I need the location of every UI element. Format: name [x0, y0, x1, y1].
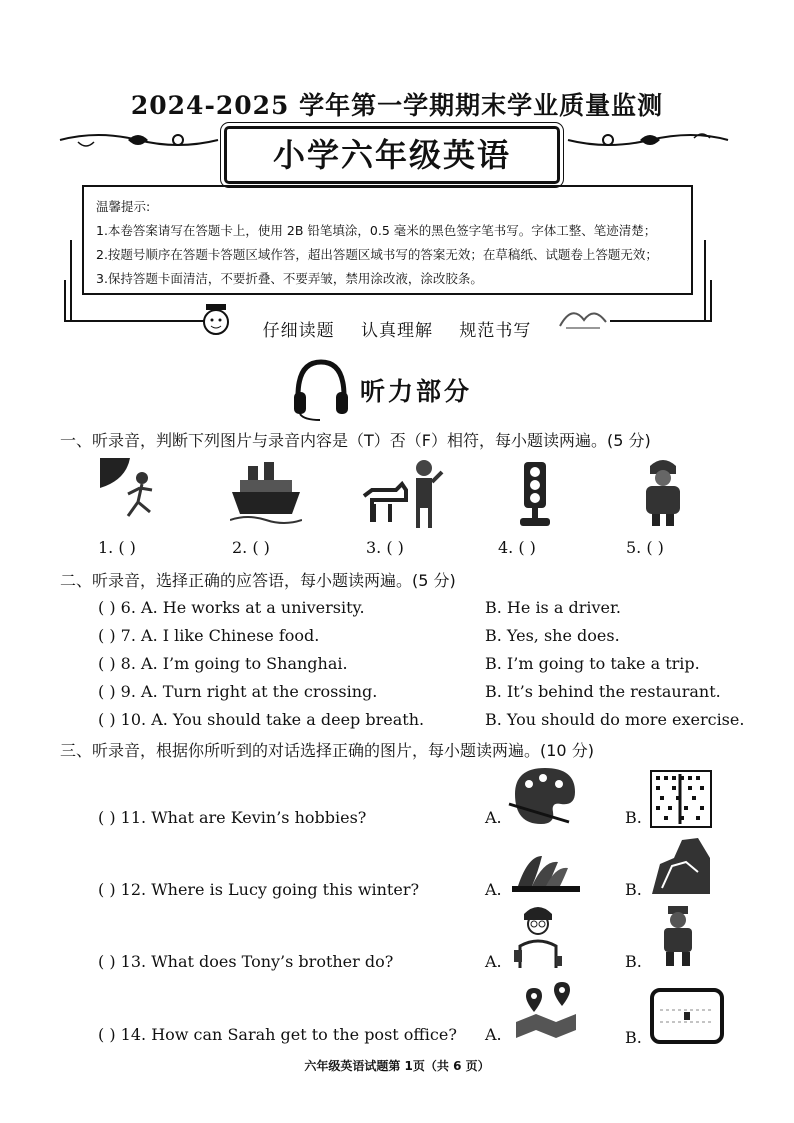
- frame-right-line: [704, 240, 706, 322]
- question-11[interactable]: ( ) 11. What are Kevin’s hobbies?: [98, 808, 367, 827]
- answer-blank-1[interactable]: 1. ( ): [98, 538, 136, 557]
- option-12a-label: A.: [485, 880, 502, 899]
- option-14b-label: B.: [625, 1028, 642, 1047]
- question-12[interactable]: ( ) 12. Where is Lucy going this winter?: [98, 880, 420, 899]
- notice-heading: 温馨提示:: [96, 199, 151, 214]
- screen-icon: [650, 988, 724, 1044]
- option-14a-label: A.: [485, 1025, 502, 1044]
- ship-icon: [230, 462, 302, 528]
- question-14[interactable]: ( ) 14. How can Sarah get to the post office?: [98, 1025, 457, 1044]
- question-10[interactable]: ( ) 10. A. You should take a deep breath.: [98, 710, 425, 729]
- option-11b-label: B.: [625, 808, 642, 827]
- running-girl-icon: [100, 458, 160, 530]
- word-puzzle-icon: [650, 770, 712, 828]
- motto-item: 规范书写: [459, 321, 532, 341]
- question-7[interactable]: ( ) 7. A. I like Chinese food.: [98, 626, 320, 645]
- motto-item: 认真理解: [361, 321, 433, 341]
- option-13a-label: A.: [485, 952, 502, 971]
- motto-line: [0, 316, 794, 341]
- answer-blank-4[interactable]: 4. ( ): [498, 538, 536, 557]
- listening-section-title: 听力部分: [360, 377, 473, 406]
- map-pins-icon: [514, 982, 586, 1038]
- option-9b: B. It’s behind the restaurant.: [485, 682, 721, 701]
- notice-item: 3.保持答题卡面清洁，不要折叠、不要弄皱，禁用涂改液，涂改胶条。: [96, 271, 483, 286]
- part3-heading: 三、听录音，根据你所听到的对话选择正确的图片，每小题读两遍。(10 分): [60, 741, 594, 760]
- frame-left-line: [70, 240, 72, 322]
- answer-blank-5[interactable]: 5. ( ): [626, 538, 664, 557]
- notice-box: [82, 185, 693, 295]
- option-11a-label: A.: [485, 808, 502, 827]
- leaf-decoration-icon: [556, 302, 608, 334]
- page-footer: 六年级英语试题第 1页（共 6 页）: [304, 1059, 490, 1073]
- palette-icon: [505, 764, 579, 826]
- subject-title: 小学六年级英语: [224, 126, 560, 184]
- part2-heading: 二、听录音，选择正确的应答语，每小题读两遍。(5 分): [60, 571, 456, 590]
- opera-house-icon: [510, 852, 582, 894]
- right-ornament-icon: [560, 128, 730, 152]
- question-13[interactable]: ( ) 13. What does Tony’s brother do?: [98, 952, 394, 971]
- answer-blank-3[interactable]: 3. ( ): [366, 538, 404, 557]
- option-6b: B. He is a driver.: [485, 598, 621, 617]
- farmer-icon: [656, 906, 700, 968]
- great-wall-icon: [650, 836, 712, 896]
- option-12b-label: B.: [625, 880, 642, 899]
- traffic-light-icon: [512, 462, 558, 528]
- question-8[interactable]: ( ) 8. A. I’m going to Shanghai.: [98, 654, 348, 673]
- notice-item: 1.本卷答案请写在答题卡上，使用 2B 铅笔填涂，0.5 毫米的黑色签字笔书写。字体工整、笔迹清楚；: [96, 223, 657, 238]
- left-ornament-icon: [58, 128, 228, 152]
- exam-title: 2024-2025 学年第一学期期末学业质量监测: [130, 91, 664, 120]
- bundled-kid-icon: [640, 456, 686, 528]
- option-8b: B. I’m going to take a trip.: [485, 654, 700, 673]
- question-9[interactable]: ( ) 9. A. Turn right at the crossing.: [98, 682, 378, 701]
- option-10b: B. You should do more exercise.: [485, 710, 745, 729]
- headphones-icon: [290, 356, 352, 422]
- notice-item: 2.按题号顺序在答题卡答题区域作答，超出答题区域书写的答案无效；在草稿纸、试题卷上答题无效；: [96, 247, 658, 262]
- answer-blank-2[interactable]: 2. ( ): [232, 538, 270, 557]
- part1-heading: 一、听录音，判断下列图片与录音内容是（T）否（F）相符，每小题读两遍。(5 分): [60, 431, 651, 450]
- police-dog-icon: [360, 456, 448, 532]
- question-6[interactable]: ( ) 6. A. He works at a university.: [98, 598, 365, 617]
- scientist-icon: [512, 902, 564, 970]
- motto-item: 仔细读题: [262, 321, 335, 341]
- option-13b-label: B.: [625, 952, 642, 971]
- option-7b: B. Yes, she does.: [485, 626, 620, 645]
